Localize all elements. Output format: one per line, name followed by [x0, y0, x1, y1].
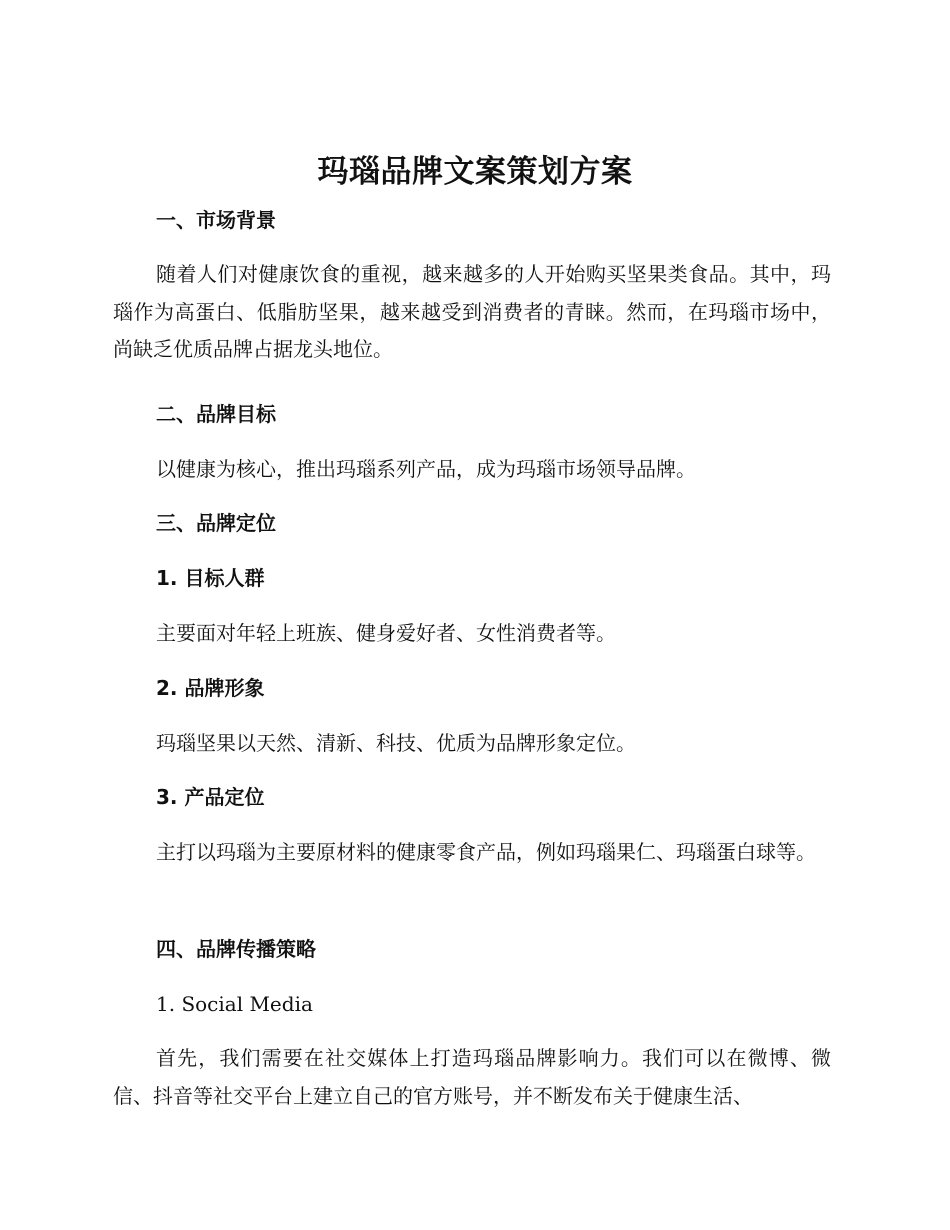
paragraph-brand-image: 玛瑙坚果以天然、清新、科技、优质为品牌形象定位。: [156, 731, 636, 755]
section-heading-goal: 二、品牌目标: [156, 402, 276, 426]
section-heading-market: 一、市场背景: [156, 208, 276, 232]
section-heading-positioning: 三、品牌定位: [156, 511, 276, 535]
subheading-target-audience: 1. 目标人群: [156, 566, 265, 590]
subheading-product-positioning: 3. 产品定位: [156, 785, 265, 809]
paragraph-product-positioning: 主打以玛瑙为主要原材料的健康零食产品，例如玛瑙果仁、玛瑙蛋白球等。: [156, 840, 816, 864]
paragraph-social-media: 首先，我们需要在社交媒体上打造玛瑙品牌影响力。我们可以在微博、微信、抖音等社交平台上建立自己的官方账号，并不断发布关于健康生活、: [113, 1046, 831, 1108]
paragraph-target-audience: 主要面对年轻上班族、健身爱好者、女性消费者等。: [156, 621, 616, 645]
paragraph-market: 随着人们对健康饮食的重视，越来越多的人开始购买坚果类食品。其中，玛瑙作为高蛋白、低脂肪坚果，越来越受到消费者的青睐。然而，在玛瑙市场中，尚缺乏优质品牌占据龙头地位。: [113, 262, 831, 361]
paragraph-goal: 以健康为核心，推出玛瑙系列产品，成为玛瑙市场领导品牌。: [156, 457, 696, 481]
section-heading-communication: 四、品牌传播策略: [156, 937, 316, 961]
subheading-brand-image: 2. 品牌形象: [156, 676, 265, 700]
document-title: 玛瑙品牌文案策划方案: [317, 154, 633, 190]
subheading-social-media: 1. Social Media: [156, 992, 313, 1016]
